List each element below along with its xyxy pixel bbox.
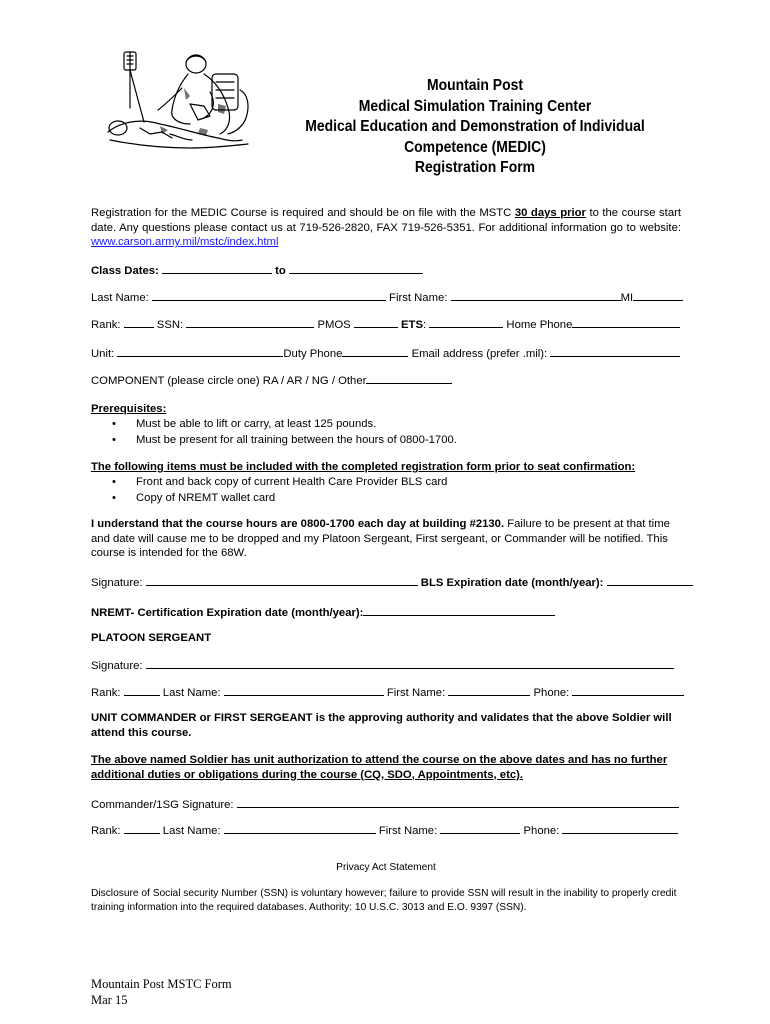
title-line-3: Medical Education and Demonstration of Individual (305, 118, 645, 135)
nremt-row (91, 604, 555, 620)
required-item-text: Front and back copy of current Health Care Provider BLS card (136, 476, 448, 488)
understand-paragraph (91, 517, 683, 561)
commander-rank-label: Rank: (91, 825, 121, 837)
duty-phone-label: Duty Phone (283, 348, 343, 360)
class-dates-label: Class Dates: (91, 265, 159, 277)
title-line-4: Competence (MEDIC) (404, 138, 546, 156)
footer-form-name: Mountain Post MSTC Form (91, 977, 232, 991)
last-name-label: Last Name: (91, 292, 149, 304)
intro-text: Registration for the MEDIC Course is required and should be on file with the MSTC (91, 207, 515, 219)
form-title (259, 76, 691, 179)
duty-phone-field[interactable] (342, 345, 408, 357)
first-name-label: First Name: (389, 292, 448, 304)
list-item (112, 474, 447, 490)
mi-field[interactable] (633, 289, 683, 301)
footer (91, 976, 232, 1008)
medic-soldiers-illustration (100, 44, 270, 154)
unit-row (91, 345, 680, 361)
bullet-icon: • (112, 418, 116, 430)
ssn-label: SSN: (156, 319, 184, 331)
commander-phone-label: Phone: (523, 825, 560, 837)
prerequisites-heading: Prerequisites: (91, 403, 167, 415)
rank-field[interactable] (124, 316, 154, 328)
intro-text-2: to the course start date. Any questions please contact us at 719-526-2820, FAX 719-526-5351. For additional information go to website: (91, 207, 682, 234)
commander-first-name-label: First Name: (378, 825, 438, 837)
platoon-last-name-field[interactable] (224, 684, 384, 696)
commander-first-name-field[interactable] (440, 822, 520, 834)
commander-last-name-field[interactable] (224, 822, 376, 834)
signature-row (91, 574, 693, 590)
signature-field[interactable] (146, 574, 418, 586)
class-dates-row (91, 262, 423, 278)
commander-last-name-label: Last Name: (162, 825, 221, 837)
platoon-rank-label: Rank: (91, 687, 121, 699)
understand-text: Failure to be present at that time and date will cause me to be dropped and my Platoon Sergeant, First sergeant, or Commander will be notified. This course is intended for the 68W. (91, 518, 670, 559)
understand-bold: I understand that the course hours are 0800-1700 each day at building #2130. (91, 518, 505, 530)
platoon-last-name-label: Last Name: (162, 687, 221, 699)
commander-info-row (91, 822, 678, 838)
commander-note: UNIT COMMANDER or FIRST SERGEANT is the approving authority and validates that the above Soldier will attend this course. (91, 712, 672, 739)
platoon-signature-field[interactable] (146, 657, 674, 669)
unit-field[interactable] (117, 345, 283, 357)
required-items-list (112, 474, 447, 506)
platoon-first-name-label: First Name: (386, 687, 446, 699)
unit-label: Unit: (91, 348, 115, 360)
platoon-phone-field[interactable] (572, 684, 684, 696)
prerequisite-text: Must be present for all training between the hours of 0800-1700. (136, 434, 457, 446)
platoon-phone-label: Phone: (533, 687, 570, 699)
required-item-text: Copy of NREMT wallet card (136, 492, 276, 504)
bullet-icon: • (112, 476, 116, 488)
commander-rank-field[interactable] (124, 822, 160, 834)
prerequisites-list (112, 416, 457, 448)
home-phone-label: Home Phone (506, 319, 573, 331)
ets-field[interactable] (429, 316, 503, 328)
rank-label: Rank: (91, 319, 121, 331)
pmos-label: PMOS (317, 319, 351, 331)
privacy-text: Disclosure of Social security Number (SSN) is voluntary however; failure to provide SSN will result in the inability to properly credit training information into the required databases. Authority: 10 U.S.C. 3013 and E.O. 9397 (SSN). (91, 888, 677, 913)
email-label: Email address (prefer .mil): (411, 348, 548, 360)
ssn-field[interactable] (186, 316, 314, 328)
platoon-heading: PLATOON SERGEANT (91, 632, 212, 644)
platoon-signature-row (91, 657, 674, 673)
bls-label: BLS Expiration date (month/year): (420, 577, 604, 589)
list-item (112, 432, 457, 448)
platoon-rank-field[interactable] (124, 684, 160, 696)
bls-expiration-field[interactable] (607, 574, 693, 586)
home-phone-field[interactable] (572, 316, 680, 328)
ets-colon: : (423, 319, 427, 331)
pmos-field[interactable] (354, 316, 398, 328)
footer-date: Mar 15 (91, 993, 128, 1007)
list-item (112, 416, 457, 432)
title-line-1: Mountain Post (426, 77, 524, 94)
signature-label: Signature: (91, 577, 143, 589)
nremt-label: NREMT- Certification Expiration date (month/year): (91, 607, 364, 619)
component-other-field[interactable] (366, 372, 452, 384)
required-items-heading: The following items must be included with the completed registration form prior to seat confirmation: (91, 461, 636, 473)
authorization-note: The above named Soldier has unit authorization to attend the course on the above dates and has no further additional duties or obligations during the course (CQ, SDO, Appointments, etc). (91, 754, 668, 781)
intro-paragraph (91, 206, 681, 250)
first-name-field[interactable] (451, 289, 621, 301)
platoon-first-name-field[interactable] (448, 684, 530, 696)
intro-emphasis: 30 days prior (514, 207, 586, 219)
list-item (112, 490, 447, 506)
class-dates-to: to (275, 265, 286, 277)
commander-signature-label: Commander/1SG Signature: (91, 799, 234, 811)
platoon-info-row (91, 684, 684, 700)
class-date-start-field[interactable] (162, 262, 272, 274)
email-field[interactable] (550, 345, 680, 357)
class-date-end-field[interactable] (289, 262, 423, 274)
platoon-signature-label: Signature: (91, 660, 143, 672)
prerequisite-text: Must be able to lift or carry, at least 125 pounds. (136, 418, 377, 430)
commander-phone-field[interactable] (562, 822, 678, 834)
bullet-icon: • (112, 434, 116, 446)
ets-label: ETS (401, 319, 423, 331)
title-line-2: Medical Simulation Training Center (358, 97, 592, 115)
mi-label: MI (620, 292, 634, 304)
name-row (91, 289, 683, 305)
title-line-5: Registration Form (414, 159, 536, 176)
rank-row (91, 316, 680, 332)
privacy-heading: Privacy Act Statement (336, 862, 436, 873)
bullet-icon: • (112, 492, 116, 504)
commander-signature-row (91, 796, 679, 812)
component-label: COMPONENT (please circle one) RA / AR / NG / Other (91, 375, 367, 387)
nremt-expiration-field[interactable] (363, 604, 555, 616)
component-row (91, 372, 452, 388)
website-link[interactable]: www.carson.army.mil/mstc/index.html (91, 236, 279, 248)
commander-signature-field[interactable] (237, 796, 679, 808)
last-name-field[interactable] (152, 289, 386, 301)
